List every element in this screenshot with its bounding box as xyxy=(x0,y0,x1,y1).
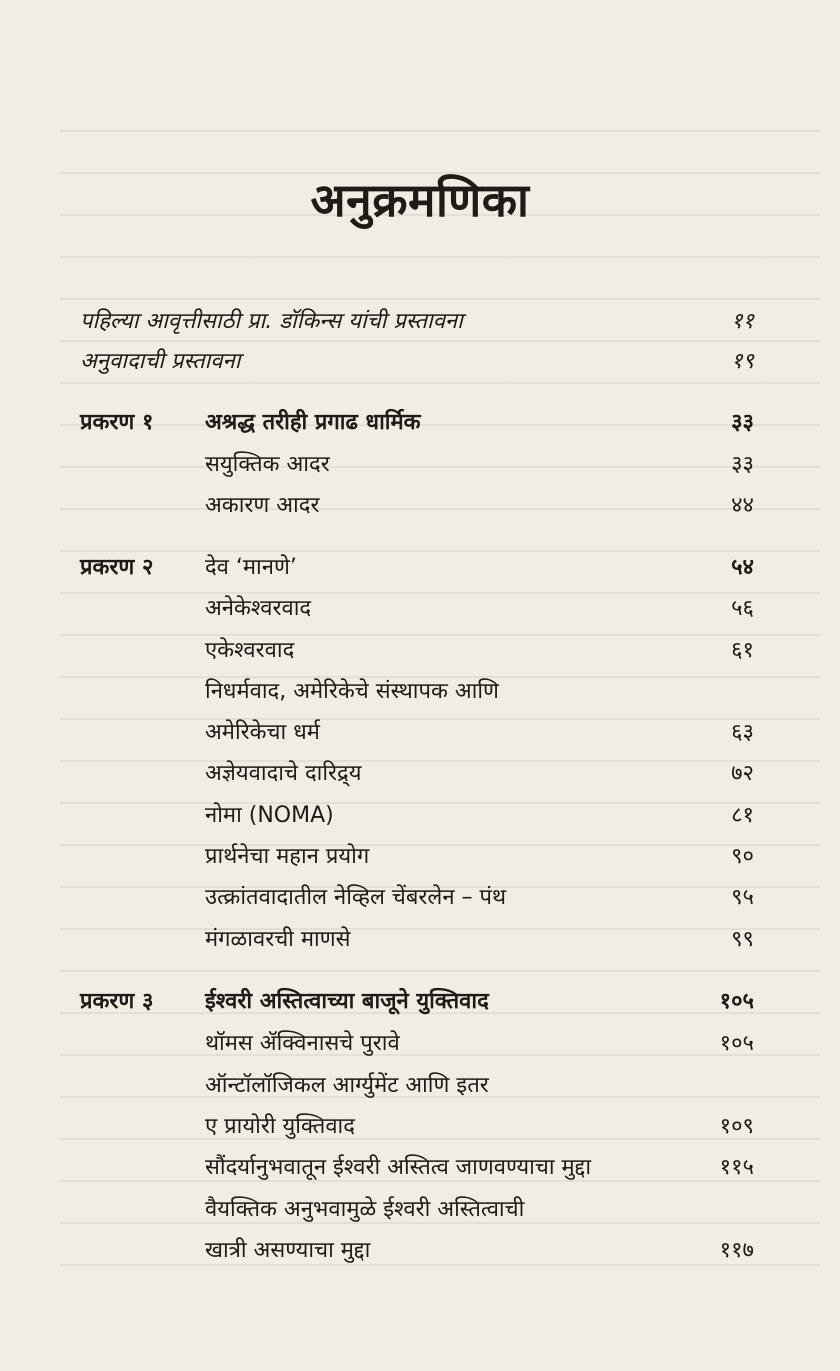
page-title: अनुक्रमणिका xyxy=(310,173,530,227)
chapter-page: १०५ xyxy=(719,989,754,1014)
section-title: सौंदर्यानुभवातून ईश्वरी अस्तित्व जाणवण्याचा मुद्दा xyxy=(205,1155,592,1180)
section-title: मंगळावरची माणसे xyxy=(205,927,351,952)
section-page: ४४ xyxy=(731,493,754,518)
section-title: अकारण आदर xyxy=(205,493,320,518)
section-title: अज्ञेयवादाचे दारिद्र्य xyxy=(205,761,362,786)
chapter-title: अश्रद्ध तरीही प्रगाढ धार्मिक xyxy=(205,410,421,435)
section-title: प्रार्थनेचा महान प्रयोग xyxy=(205,844,370,869)
section-title: एकेश्वरवाद xyxy=(205,638,295,663)
section-title-cont: खात्री असण्याचा मुद्दा xyxy=(205,1238,371,1263)
chapter-label: प्रकरण २ xyxy=(80,555,154,580)
front-entry-page: १९ xyxy=(731,349,754,374)
section-page: ९९ xyxy=(731,927,754,952)
section-page: १०९ xyxy=(719,1114,754,1139)
section-page: ९५ xyxy=(731,885,754,910)
front-entry-label: पहिल्या आवृत्तीसाठी प्रा. डॉकिन्स यांची प्रस्तावना xyxy=(80,309,463,334)
chapter-label: प्रकरण १ xyxy=(80,410,154,435)
section-title: ऑन्टॉलॉजिकल आर्ग्युमेंट आणि इतर xyxy=(205,1073,489,1098)
section-page: ६१ xyxy=(731,638,754,663)
chapter-title: देव ‘मानणे’ xyxy=(205,555,297,580)
section-page: ८१ xyxy=(731,803,754,828)
section-title: सयुक्तिक आदर xyxy=(205,452,330,477)
section-title: निधर्मवाद, अमेरिकेचे संस्थापक आणि xyxy=(205,679,499,704)
section-title: थॉमस ॲक्विनासचे पुरावे xyxy=(205,1031,400,1056)
section-page: ७२ xyxy=(731,761,754,786)
chapter-page: ३३ xyxy=(731,410,754,435)
section-page: ५६ xyxy=(731,596,754,621)
section-title-cont: अमेरिकेचा धर्म xyxy=(205,720,320,745)
chapter-page: ५४ xyxy=(731,555,754,580)
section-page: ११७ xyxy=(719,1238,754,1263)
section-page: ९० xyxy=(731,844,754,869)
section-title: उत्क्रांतवादातील नेव्हिल चेंबरलेन – पंथ xyxy=(205,885,507,910)
section-page: ६३ xyxy=(731,720,754,745)
chapter-title: ईश्वरी अस्तित्वाच्या बाजूने युक्तिवाद xyxy=(205,989,489,1014)
front-entry-page: ११ xyxy=(731,309,754,334)
section-title: नोमा (NOMA) xyxy=(205,803,334,828)
front-entry-label: अनुवादाची प्रस्तावना xyxy=(80,349,241,374)
section-title-cont: ए प्रायोरी युक्तिवाद xyxy=(205,1114,355,1139)
section-page: ११५ xyxy=(719,1155,754,1180)
section-title: अनेकेश्वरवाद xyxy=(205,596,312,621)
section-page: ३३ xyxy=(731,452,754,477)
section-title: वैयक्तिक अनुभवामुळे ईश्वरी अस्तित्वाची xyxy=(205,1197,525,1222)
section-page: १०५ xyxy=(719,1031,754,1056)
chapter-label: प्रकरण ३ xyxy=(80,989,154,1014)
